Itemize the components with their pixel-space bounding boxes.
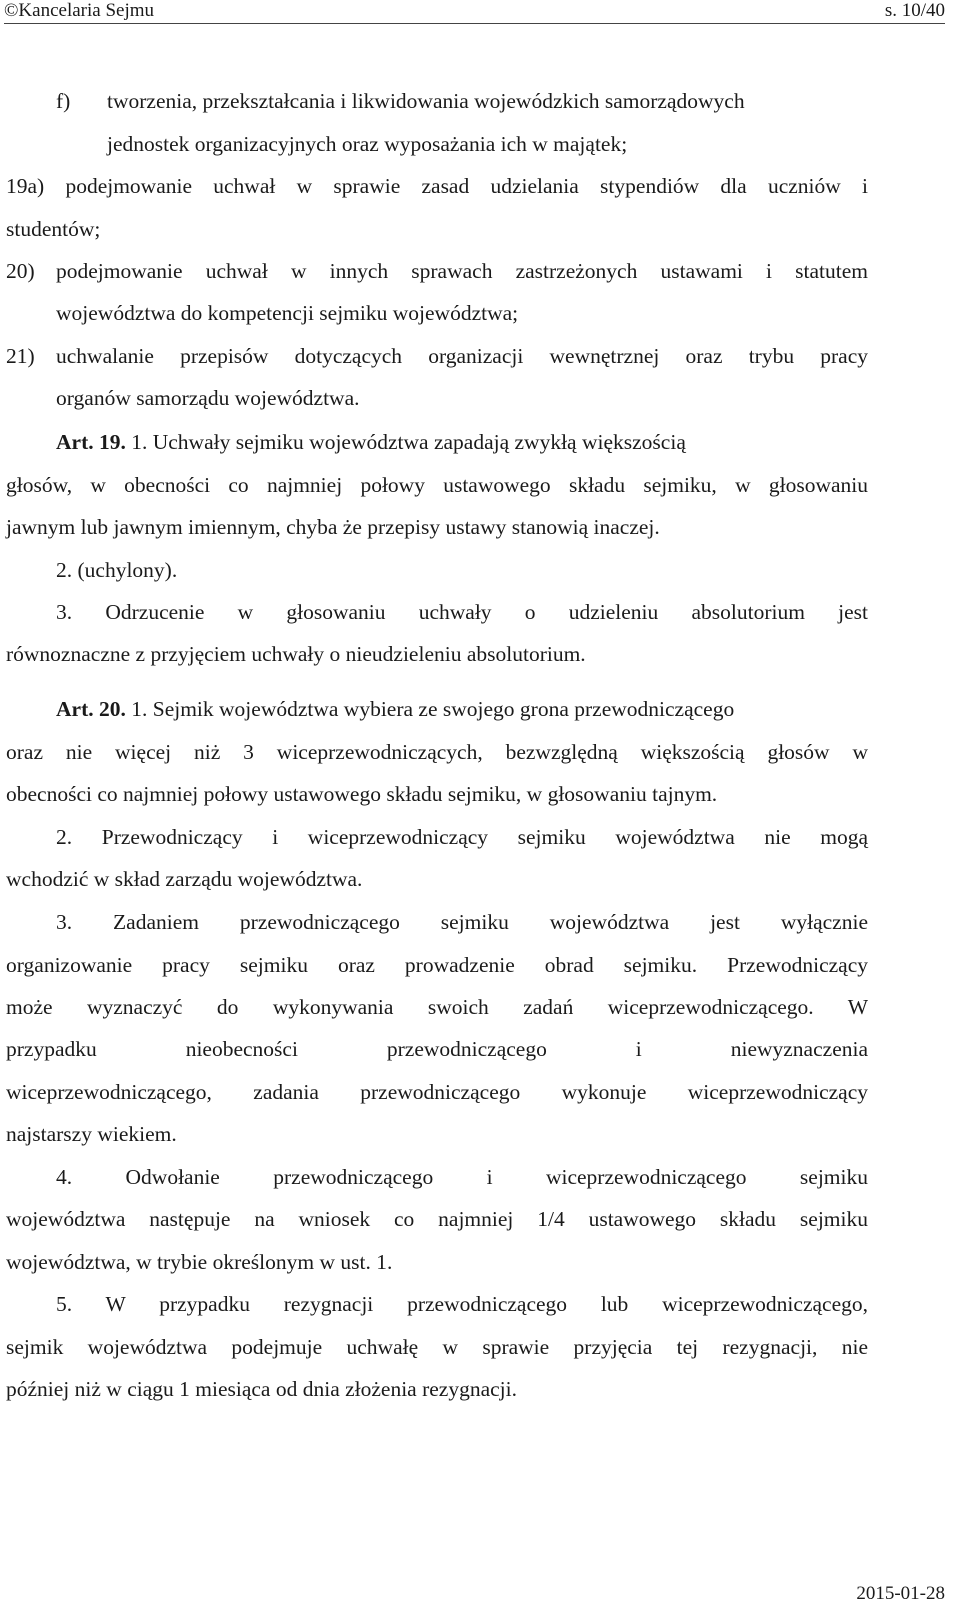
art19-p3-line1: 3. Odrzucenie w głosowaniu uchwały o udzieleniu absolutorium jest <box>56 600 868 624</box>
item-f-marker: f) <box>56 89 71 113</box>
art20-p3-line3: może wyznaczyć do wykonywania swoich zadań wiceprzewodniczącego. W <box>6 995 868 1019</box>
footer-date: 2015-01-28 <box>856 1583 945 1604</box>
art20-p5-line2: sejmik województwa podejmuje uchwałę w sprawie przyjęcia tej rezygnacji, nie <box>6 1335 868 1359</box>
art20-p4-line1: 4. Odwołanie przewodniczącego i wiceprzewodniczącego sejmiku <box>56 1165 868 1189</box>
item-21-marker: 21) <box>6 344 35 368</box>
header-divider <box>4 23 945 24</box>
art20-p1-line2: oraz nie więcej niż 3 wiceprzewodniczących, bezwzględną większością głosów w <box>6 740 868 764</box>
art20-p4-line3: województwa, w trybie określonym w ust. 1. <box>6 1250 393 1274</box>
art20-p3-line4: przypadku nieobecności przewodniczącego i niewyznaczenia <box>6 1037 868 1061</box>
art20-p2-line1: 2. Przewodniczący i wiceprzewodniczący sejmiku województwa nie mogą <box>56 825 868 849</box>
page-number: s. 10/40 <box>884 0 945 21</box>
art20-label: Art. 20. <box>56 697 126 721</box>
copyright-label: ©Kancelaria Sejmu <box>4 0 155 21</box>
item-f-text1: tworzenia, przekształcania i likwidowania wojewódzkich samorządowych <box>107 89 745 113</box>
art19-p2: 2. (uchylony). <box>56 558 178 582</box>
page-header <box>0 0 960 24</box>
item-21-line1 <box>6 341 868 384</box>
item-19a-line1: 19a) podejmowanie uchwał w sprawie zasad udzielania stypendiów dla uczniów i <box>6 174 868 198</box>
item-20-text1: podejmowanie uchwał w innych sprawach zastrzeżonych ustawami i statutem <box>56 259 868 283</box>
art20-p1-line1 <box>56 694 868 737</box>
art20-p5-line1: 5. W przypadku rezygnacji przewodniczącego lub wiceprzewodniczącego, <box>56 1292 868 1316</box>
art20-p3-line6: najstarszy wiekiem. <box>6 1122 177 1146</box>
item-20-marker: 20) <box>6 259 35 283</box>
item-20-line2: województwa do kompetencji sejmiku województwa; <box>56 301 519 325</box>
item-f-line2: jednostek organizacyjnych oraz wyposażania ich w majątek; <box>107 132 628 156</box>
art20-p5-line3: później niż w ciągu 1 miesiąca od dnia złożenia rezygnacji. <box>6 1377 518 1401</box>
art19-label: Art. 19. <box>56 430 126 454</box>
art19-p1-line2: głosów, w obecności co najmniej połowy ustawowego składu sejmiku, w głosowaniu <box>6 473 868 497</box>
item-21-line2: organów samorządu województwa. <box>56 386 360 410</box>
art20-p1-text1: 1. Sejmik województwa wybiera ze swojego grona przewodniczącego <box>125 697 735 721</box>
item-20-line1 <box>6 256 868 299</box>
item-f-line1 <box>6 86 868 129</box>
art20-p2-line2: wchodzić w skład zarządu województwa. <box>6 867 363 891</box>
art19-p3-line2: równoznaczne z przyjęciem uchwały o nieudzieleniu absolutorium. <box>6 642 586 666</box>
art20-p4-line2: województwa następuje na wniosek co najmniej 1/4 ustawowego składu sejmiku <box>6 1207 868 1231</box>
art20-p3-line2: organizowanie pracy sejmiku oraz prowadzenie obrad sejmiku. Przewodniczący <box>6 953 868 977</box>
art19-p1-line3: jawnym lub jawnym imiennym, chyba że przepisy ustawy stanowią inaczej. <box>6 515 660 539</box>
art20-p1-line3: obecności co najmniej połowy ustawowego składu sejmiku, w głosowaniu tajnym. <box>6 782 718 806</box>
art19-p1-text1: 1. Uchwały sejmiku województwa zapadają zwykłą większością <box>125 430 686 454</box>
art20-p3-line1: 3. Zadaniem przewodniczącego sejmiku województwa jest wyłącznie <box>56 910 868 934</box>
art20-p3-line5: wiceprzewodniczącego, zadania przewodniczącego wykonuje wiceprzewodniczący <box>6 1080 868 1104</box>
item-19a-line2: studentów; <box>6 217 101 241</box>
item-21-text1: uchwalanie przepisów dotyczących organizacji wewnętrznej oraz trybu pracy <box>56 344 868 368</box>
art19-p1-line1 <box>56 427 868 470</box>
